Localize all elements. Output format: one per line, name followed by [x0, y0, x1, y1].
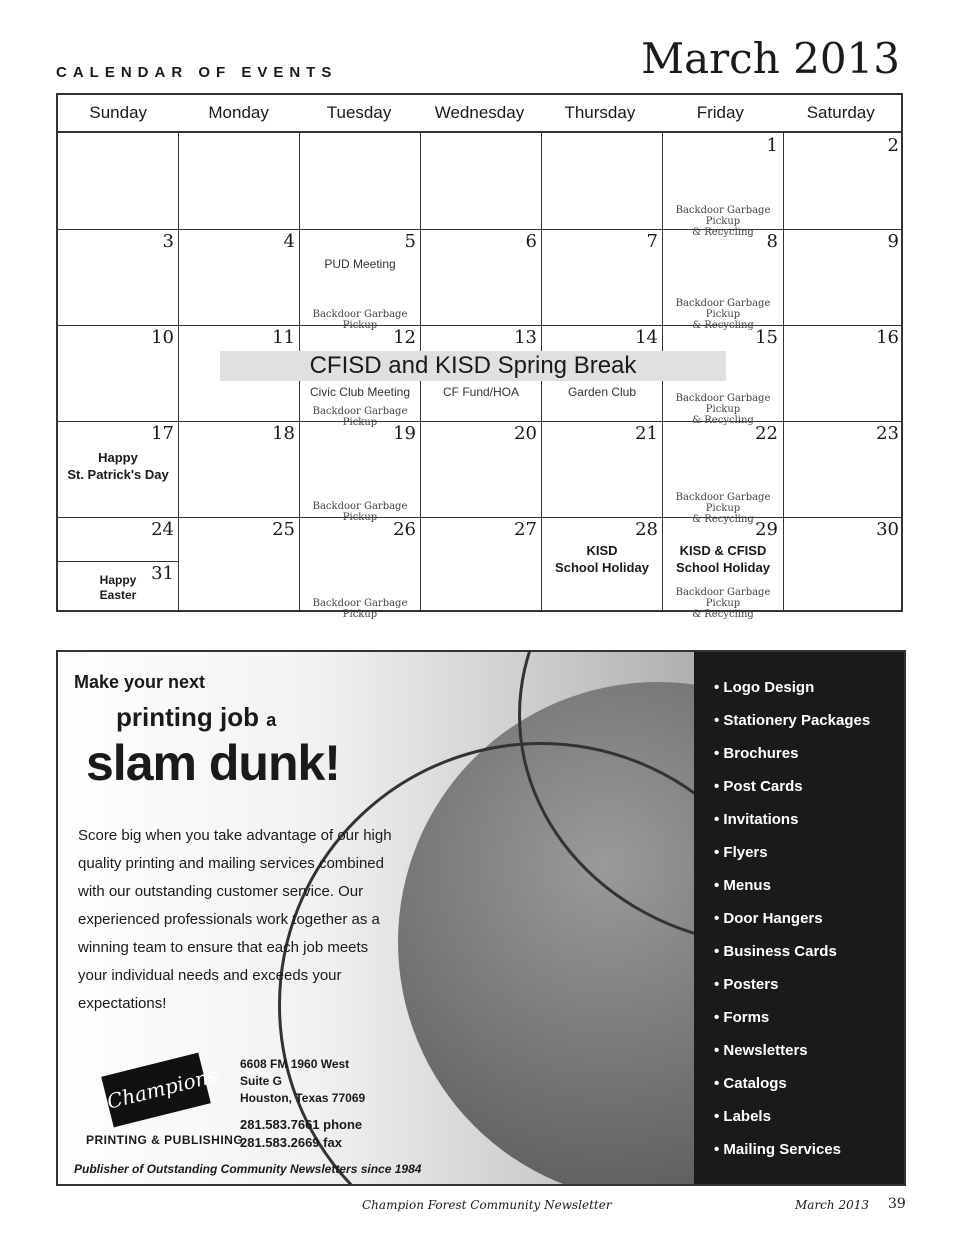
date-number: 15: [755, 327, 778, 348]
service-item: • Menus: [714, 877, 771, 894]
ad-headline-line2: printing job a: [116, 702, 277, 732]
contact-numbers: [240, 1116, 362, 1152]
date-number: 16: [876, 327, 899, 348]
date-number: 18: [272, 423, 295, 444]
ad-tagline: Publisher of Outstanding Community Newsletters since 1984: [74, 1162, 422, 1176]
date-number: 24: [151, 519, 174, 540]
event-garbage-pickup: Backdoor Garbage Pickup: [312, 598, 408, 620]
date-number: 17: [151, 423, 174, 444]
date-number: 21: [635, 423, 658, 444]
service-item: • Business Cards: [714, 943, 837, 960]
business-address: [240, 1056, 365, 1107]
date-number: 11: [272, 327, 295, 348]
date-number: 29: [755, 519, 778, 540]
event-kisd-cfisd-holiday: KISD & CFISD School Holiday: [676, 543, 770, 575]
grid-line: [178, 131, 179, 610]
fax-number: 281.583.2669 fax: [240, 1135, 342, 1150]
event-garbage-recycling: Backdoor Garbage Pickup & Recycling: [675, 298, 771, 331]
day-name: Sunday: [89, 103, 148, 122]
service-item: • Labels: [714, 1108, 771, 1125]
day-name: Thursday: [564, 103, 636, 122]
date-number: 13: [514, 327, 537, 348]
event-garden-club: Garden Club: [567, 385, 637, 399]
date-number: 30: [876, 519, 899, 540]
date-number: 7: [646, 231, 658, 252]
date-number: 23: [876, 423, 899, 444]
event-garbage-pickup: Backdoor Garbage Pickup: [312, 406, 408, 428]
day-name: Friday: [696, 103, 744, 122]
day-name: Saturday: [806, 103, 875, 122]
ad-headline-line3: slam dunk!: [86, 735, 340, 791]
date-number: 1: [766, 135, 778, 156]
grid-line: [783, 131, 784, 610]
footer-publication: Champion Forest Community Newsletter: [362, 1198, 612, 1212]
event-cf-fund: CF Fund/HOA: [442, 385, 520, 399]
event-garbage-recycling: Backdoor Garbage Pickup & Recycling: [675, 393, 771, 426]
event-garbage-pickup: Backdoor Garbage Pickup: [312, 309, 408, 331]
date-number: 2: [887, 135, 899, 156]
ad-headline-line1: Make your next: [74, 672, 206, 692]
service-item: • Door Hangers: [714, 910, 823, 927]
weekday-header: [58, 95, 901, 133]
service-item: • Newsletters: [714, 1042, 808, 1059]
page-title: March 2013: [641, 34, 900, 83]
service-item: • Invitations: [714, 811, 799, 828]
date-number: 8: [766, 231, 778, 252]
date-number: 5: [404, 231, 416, 252]
date-number: 31: [151, 563, 174, 584]
event-civic-club: Civic Club Meeting: [309, 385, 411, 399]
service-item: • Logo Design: [714, 679, 815, 696]
page-number: 39: [888, 1196, 906, 1212]
champions-logo: Champions: [101, 1053, 211, 1128]
date-number: 26: [393, 519, 416, 540]
event-garbage-recycling: Backdoor Garbage Pickup & Recycling: [675, 587, 771, 620]
address-line: 6608 FM 1960 West: [240, 1057, 350, 1071]
service-item: • Flyers: [714, 844, 768, 861]
event-kisd-holiday: KISD School Holiday: [555, 543, 649, 575]
date-number: 10: [151, 327, 174, 348]
day-name: Monday: [208, 103, 269, 122]
date-number: 20: [514, 423, 537, 444]
service-item: • Brochures: [714, 745, 799, 762]
ad-body-text: Score big when you take advantage of our high quality printing and mailing services combined with our outstanding customer service. Our experienced professionals work together as a winning team to ensure that each job meets your individual needs and exceeds your expectations!: [78, 827, 392, 1012]
service-item: • Mailing Services: [714, 1141, 841, 1158]
event-st-patricks-day: Happy St. Patrick's Day: [67, 450, 169, 482]
calendar-grid: [56, 93, 903, 620]
service-item: • Catalogs: [714, 1075, 787, 1092]
event-garbage-recycling: Backdoor Garbage Pickup & Recycling: [675, 492, 771, 525]
services-panel: [694, 652, 906, 1184]
date-number: 4: [283, 231, 295, 252]
date-number: 27: [514, 519, 537, 540]
service-item: • Posters: [714, 976, 779, 993]
event-garbage-recycling: Backdoor Garbage Pickup & Recycling: [675, 205, 771, 238]
day-name: Tuesday: [326, 103, 392, 122]
service-item: • Forms: [714, 1009, 770, 1026]
date-number: 12: [393, 327, 416, 348]
service-item: • Stationery Packages: [714, 712, 871, 729]
date-number: 28: [635, 519, 658, 540]
date-number: 22: [755, 423, 778, 444]
date-number: 25: [272, 519, 295, 540]
printing-advertisement: [56, 650, 906, 1186]
services-list: [714, 678, 870, 1173]
address-line: Houston, Texas 77069: [240, 1091, 366, 1105]
footer-issue: March 2013: [795, 1198, 869, 1212]
service-item: • Post Cards: [714, 778, 803, 795]
grid-line: [58, 561, 179, 562]
date-number: 3: [162, 231, 174, 252]
address-line: Suite G: [240, 1074, 283, 1088]
event-pud-meeting: PUD Meeting: [324, 257, 396, 271]
date-number: 19: [393, 423, 416, 444]
logo-subtitle: PRINTING & PUBLISHING: [86, 1133, 244, 1147]
calendar-label: CALENDAR OF EVENTS: [56, 64, 338, 81]
date-number: 14: [635, 327, 658, 348]
phone-number: 281.583.7661 phone: [240, 1117, 363, 1132]
event-easter: Happy Easter: [99, 573, 137, 602]
spring-break-banner: CFISD and KISD Spring Break: [220, 351, 726, 381]
date-number: 6: [525, 231, 537, 252]
event-garbage-pickup: Backdoor Garbage Pickup: [312, 501, 408, 523]
date-number: 9: [887, 231, 899, 252]
day-name: Wednesday: [434, 103, 525, 122]
